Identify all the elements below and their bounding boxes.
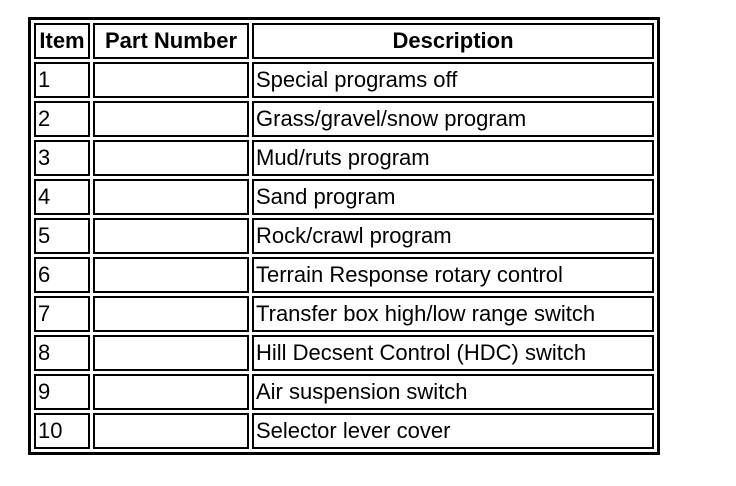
cell-item: 8: [34, 335, 90, 371]
table-header-row: [34, 23, 654, 59]
header-description: Description: [252, 23, 654, 59]
cell-part-number: [93, 218, 249, 254]
cell-description: Transfer box high/low range switch: [252, 296, 654, 332]
table-row: [34, 218, 654, 254]
table-row: [34, 257, 654, 293]
table-row: [34, 101, 654, 137]
cell-description: Air suspension switch: [252, 374, 654, 410]
table-row: [34, 335, 654, 371]
cell-item: 10: [34, 413, 90, 449]
cell-description: Terrain Response rotary control: [252, 257, 654, 293]
cell-part-number: [93, 335, 249, 371]
cell-part-number: [93, 257, 249, 293]
cell-item: 3: [34, 140, 90, 176]
header-item: Item: [34, 23, 90, 59]
table-row: [34, 374, 654, 410]
cell-item: 6: [34, 257, 90, 293]
cell-description: Grass/gravel/snow program: [252, 101, 654, 137]
cell-item: 1: [34, 62, 90, 98]
cell-description: Sand program: [252, 179, 654, 215]
cell-part-number: [93, 296, 249, 332]
cell-part-number: [93, 140, 249, 176]
cell-item: 2: [34, 101, 90, 137]
parts-table: [28, 17, 660, 455]
cell-part-number: [93, 179, 249, 215]
header-part-number: Part Number: [93, 23, 249, 59]
table-row: [34, 179, 654, 215]
table-row: [34, 62, 654, 98]
cell-item: 7: [34, 296, 90, 332]
cell-item: 4: [34, 179, 90, 215]
cell-description: Rock/crawl program: [252, 218, 654, 254]
cell-part-number: [93, 374, 249, 410]
cell-part-number: [93, 413, 249, 449]
cell-item: 9: [34, 374, 90, 410]
cell-description: Special programs off: [252, 62, 654, 98]
table-row: [34, 140, 654, 176]
cell-part-number: [93, 62, 249, 98]
cell-part-number: [93, 101, 249, 137]
cell-description: Selector lever cover: [252, 413, 654, 449]
cell-description: Hill Decsent Control (HDC) switch: [252, 335, 654, 371]
cell-item: 5: [34, 218, 90, 254]
table-row: [34, 413, 654, 449]
cell-description: Mud/ruts program: [252, 140, 654, 176]
table-row: [34, 296, 654, 332]
